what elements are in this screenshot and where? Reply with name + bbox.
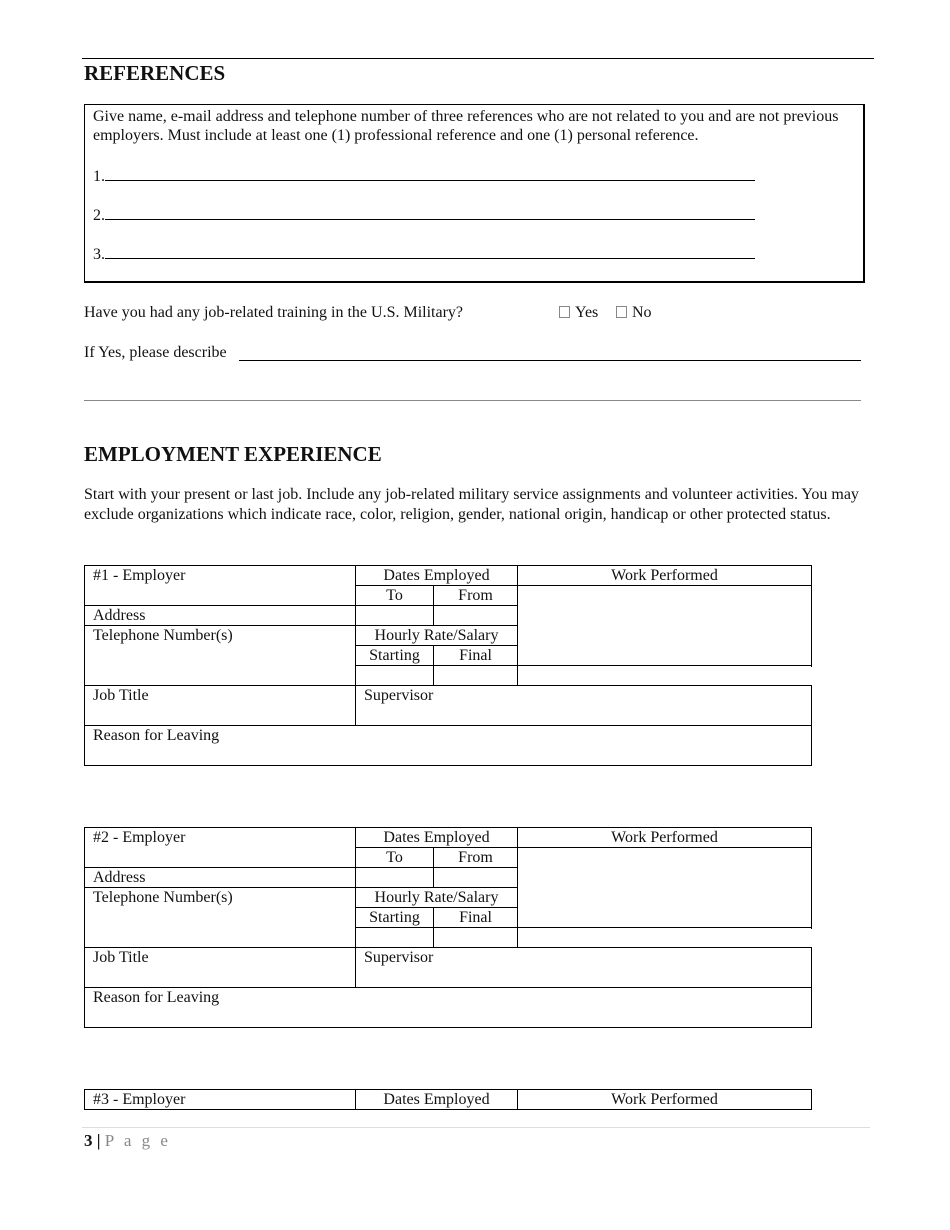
page-footer (84, 1131, 171, 1151)
page-label: P a g e (104, 1131, 171, 1150)
supervisor-cell[interactable]: Supervisor (356, 686, 812, 726)
to-header: To (356, 848, 434, 868)
reference-blank[interactable] (105, 205, 755, 220)
reference-line-1[interactable]: 1. (93, 166, 755, 186)
dates-employed-header: Dates Employed (356, 566, 518, 586)
telephone-cell[interactable]: Telephone Number(s) (85, 626, 356, 686)
from-date-cell[interactable] (434, 868, 518, 888)
employer-name-cell[interactable]: #1 - Employer (85, 566, 356, 606)
starting-rate-cell[interactable] (356, 666, 434, 686)
employer-1-table (84, 565, 812, 766)
work-performed-cell[interactable] (518, 586, 812, 666)
reason-for-leaving-cell[interactable]: Reason for Leaving (85, 726, 812, 766)
reference-line-3[interactable]: 3. (93, 244, 755, 264)
reference-line-2[interactable]: 2. (93, 205, 755, 225)
hourly-rate-header: Hourly Rate/Salary (356, 626, 518, 646)
reference-blank[interactable] (105, 166, 755, 181)
work-performed-header: Work Performed (518, 828, 812, 848)
reference-blank[interactable] (105, 244, 755, 259)
military-question: Have you had any job-related training in the U.S. Military? (84, 304, 464, 321)
checkbox-icon[interactable] (559, 306, 570, 318)
address-cell[interactable]: Address (85, 606, 356, 626)
references-heading: REFERENCES (84, 61, 226, 85)
starting-header: Starting (356, 646, 434, 666)
from-header: From (434, 586, 518, 606)
references-intro: Give name, e-mail address and telephone number of three references who are not related to you and are not previous employers. Must include at least one (1) professional reference and one (1) personal reference. (93, 108, 839, 144)
to-date-cell[interactable] (356, 606, 434, 626)
employment-intro: Start with your present or last job. Include any job-related military service assignments and volunteer activities. You may exclude organizations which indicate race, color, religion, gender, national origin, handicap or other protected status. (84, 486, 859, 523)
page-separator: | (96, 1131, 101, 1150)
hourly-rate-header: Hourly Rate/Salary (356, 888, 518, 908)
reason-for-leaving-cell[interactable]: Reason for Leaving (85, 988, 812, 1028)
employer-2-table (84, 827, 812, 1028)
page-number: 3 (84, 1131, 93, 1150)
final-rate-cell[interactable] (434, 928, 518, 948)
telephone-cell[interactable]: Telephone Number(s) (85, 888, 356, 948)
dates-employed-header: Dates Employed (356, 1090, 518, 1110)
supervisor-cell[interactable]: Supervisor (356, 948, 812, 988)
footer-rule (82, 1127, 870, 1128)
final-rate-cell[interactable] (434, 666, 518, 686)
employment-heading: EMPLOYMENT EXPERIENCE (84, 442, 382, 466)
from-date-cell[interactable] (434, 606, 518, 626)
military-yes-option[interactable]: Yes (559, 303, 598, 323)
describe-label: If Yes, please describe (84, 344, 227, 361)
to-header: To (356, 586, 434, 606)
starting-rate-cell[interactable] (356, 928, 434, 948)
checkbox-icon[interactable] (616, 306, 627, 318)
address-cell[interactable]: Address (85, 868, 356, 888)
to-date-cell[interactable] (356, 868, 434, 888)
work-performed-header: Work Performed (518, 566, 812, 586)
job-title-cell[interactable]: Job Title (85, 948, 356, 988)
final-header: Final (434, 908, 518, 928)
describe-field[interactable] (239, 345, 861, 361)
starting-header: Starting (356, 908, 434, 928)
from-header: From (434, 848, 518, 868)
dates-employed-header: Dates Employed (356, 828, 518, 848)
top-rule (82, 58, 874, 59)
job-title-cell[interactable]: Job Title (85, 686, 356, 726)
employer-name-cell[interactable]: #2 - Employer (85, 828, 356, 868)
military-no-option[interactable]: No (616, 303, 652, 323)
references-box (84, 104, 865, 283)
final-header: Final (434, 646, 518, 666)
work-performed-header: Work Performed (518, 1090, 812, 1110)
describe-field-line-2[interactable] (84, 400, 861, 401)
employer-name-cell[interactable]: #3 - Employer (85, 1090, 356, 1110)
employer-3-table (84, 1089, 812, 1110)
work-performed-cell[interactable] (518, 848, 812, 928)
